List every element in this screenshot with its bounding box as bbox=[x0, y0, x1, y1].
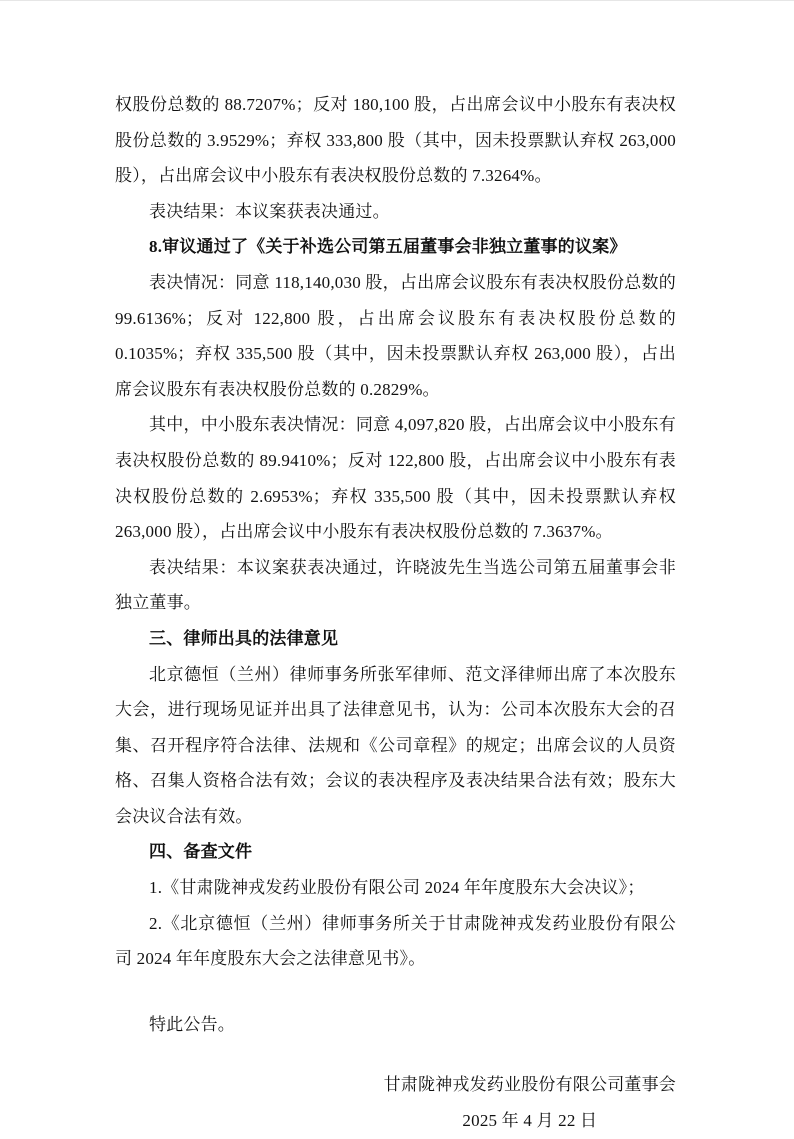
closing-statement: 特此公告。 bbox=[149, 1014, 235, 1034]
heading-resolution-8: 8.审议通过了《关于补选公司第五届董事会非独立董事的议案》 bbox=[149, 237, 627, 257]
paragraph-reference-doc-1: 1.《甘肃陇神戎发药业股份有限公司 2024 年年度股东大会决议》； bbox=[149, 878, 645, 898]
paragraph-vote-detail-7-continued: 权股份总数的 88.7207%；反对 180,100 股，占出席会议中小股东有表决权股份总数的 3.9529%；弃权 333,800 股（其中，因未投票默认弃权 263,000 股），占出席会议中小股东有表决权股份总数的 7.3264%。 bbox=[115, 95, 676, 186]
paragraph-legal-opinion: 北京德恒（兰州）律师事务所张军律师、范文泽律师出席了本次股东大会，进行现场见证并出具了法律意见书，认为：公司本次股东大会的召集、召开程序符合法律、法规和《公司章程》的规定；出席会议的人员资格、召集人资格合法有效；会议的表决程序及表决结果合法有效；股东大会决议合法有效。 bbox=[115, 664, 676, 826]
paragraph-vote-result-7: 表决结果：本议案获表决通过。 bbox=[149, 201, 390, 221]
signature-block bbox=[115, 1067, 676, 1138]
paragraph-vote-result-8: 表决结果：本议案获表决通过，许晓波先生当选公司第五届董事会非独立董事。 bbox=[115, 557, 676, 613]
paragraph-vote-detail-8: 表决情况：同意 118,140,030 股，占出席会议股东有表决权股份总数的 99.6136%；反对 122,800 股，占出席会议股东有表决权股份总数的 0.1035%；弃权 335,500 股（其中，因未投票默认弃权 263,000 股），占出席会议股东有表决权股份总数的 0.2829%。 bbox=[115, 272, 676, 399]
announcement-body bbox=[0, 1, 794, 1139]
signature-company: 甘肃陇神戎发药业股份有限公司董事会 bbox=[383, 1075, 676, 1095]
signature-date: 2025 年 4 月 22 日 bbox=[462, 1111, 598, 1131]
heading-legal-opinion: 三、律师出具的法律意见 bbox=[149, 628, 339, 648]
paragraph-midsmall-vote-detail-8: 其中，中小股东表决情况：同意 4,097,820 股，占出席会议中小股东有表决权股份总数的 89.9410%；反对 122,800 股，占出席会议中小股东有表决权股份总数的 2.6953%；弃权 335,500 股（其中，因未投票默认弃权 263,000 股），占出席会议中小股东有表决权股份总数的 7.3637%。 bbox=[115, 415, 676, 542]
heading-reference-documents: 四、备查文件 bbox=[149, 842, 253, 862]
paragraph-reference-doc-2: 2.《北京德恒（兰州）律师事务所关于甘肃陇神戎发药业股份有限公司 2024 年年度股东大会之法律意见书》。 bbox=[115, 913, 676, 969]
